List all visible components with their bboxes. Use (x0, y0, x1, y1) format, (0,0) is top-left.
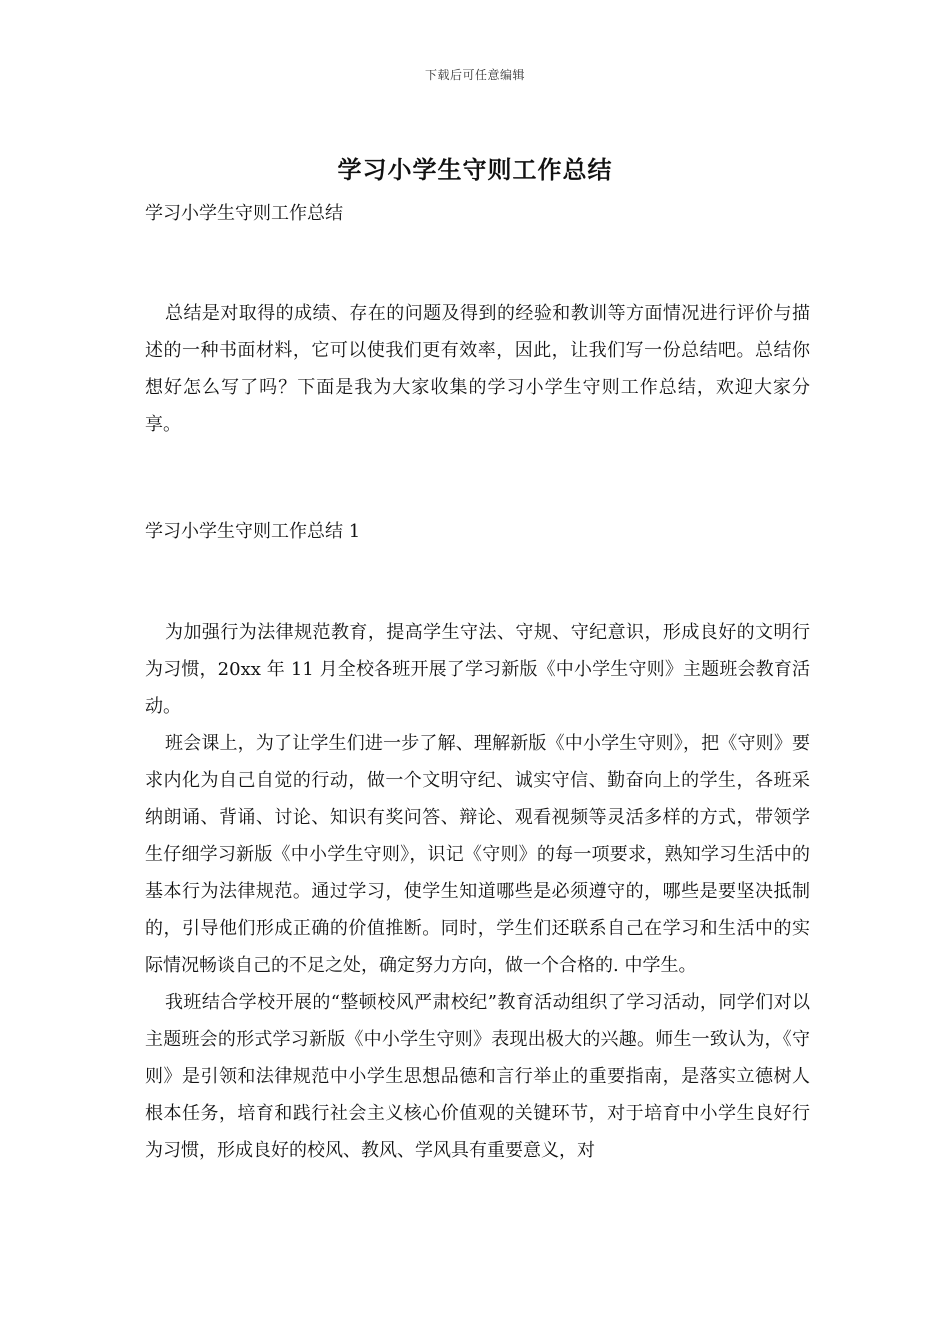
intro-paragraph: 总结是对取得的成绩、存在的问题及得到的经验和教训等方面情况进行评价与描述的一种书面材料，它可以使我们更有效率，因此，让我们写一份总结吧。总结你想好怎么写了吗？下面是我为大家收集的学习小学生守则工作总结，欢迎大家分享。 (145, 303, 810, 435)
section-paragraph: 我班结合学校开展的“整顿校风严肃校纪”教育活动组织了学习活动，同学们对以主题班会的形式学习新版《中小学生守则》表现出极大的兴趣。师生一致认为，《守则》是引领和法律规范中小学生思想品德和言行举止的重要指南，是落实立德树人根本任务，培育和践行社会主义核心价值观的关键环节，对于培育中小学生良好行为习惯，形成良好的校风、教风、学风具有重要意义，对 (145, 992, 810, 1161)
section-heading: 学习小学生守则工作总结 1 (145, 521, 361, 542)
header-note: 下载后可任意编辑 (424, 68, 525, 82)
document-title: 学习小学生守则工作总结 (337, 155, 613, 184)
section-paragraph: 为加强行为法律规范教育，提高学生守法、守规、守纪意识，形成良好的文明行为习惯，20xx 年 11 月全校各班开展了学习新版《中小学生守则》主题班会教育活动。 (145, 622, 810, 717)
document-subtitle: 学习小学生守则工作总结 (145, 203, 343, 224)
section-body (145, 614, 810, 1169)
section-paragraph: 班会课上，为了让学生们进一步了解、理解新版《中小学生守则》，把《守则》要求内化为自己自觉的行动，做一个文明守纪、诚实守信、勤奋向上的学生，各班采纳朗诵、背诵、讨论、知识有奖问答、辩论、观看视频等灵活多样的方式，带领学生仔细学习新版《中小学生守则》，识记《守则》的每一项要求，熟知学习生活中的基本行为法律规范。通过学习，使学生知道哪些是必须遵守的，哪些是要坚决抵制的，引导他们形成正确的价值推断。同时，学生们还联系自己在学习和生活中的实际情况畅谈自己的不足之处，确定努力方向，做一个合格的. 中学生。 (145, 733, 810, 976)
